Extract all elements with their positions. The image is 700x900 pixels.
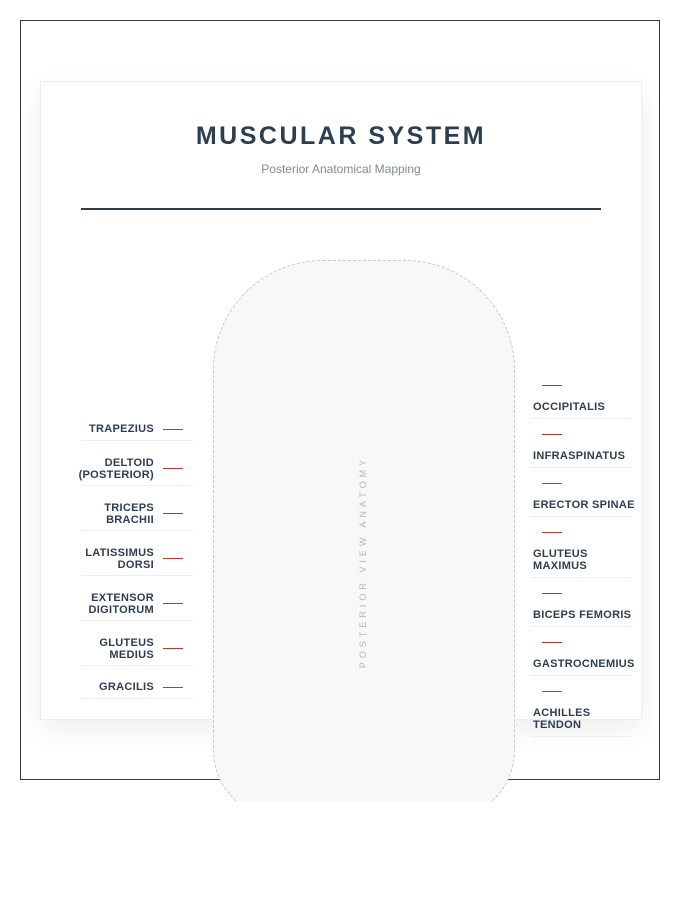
label-trapezius — [81, 418, 193, 441]
label-gastrocnemius — [531, 642, 635, 676]
label-erector-spinae — [531, 483, 635, 517]
leader-line — [163, 558, 183, 559]
page-title: MUSCULAR SYSTEM — [195, 122, 487, 150]
label-text: BICEPS FEMORIS — [533, 609, 632, 621]
label-text: EXTENSOR DIGITORUM — [88, 591, 154, 616]
leader-line — [542, 642, 562, 643]
header-divider — [81, 208, 601, 210]
label-text: ACHILLES TENDON — [533, 707, 591, 731]
page-subtitle: Posterior Anatomical Mapping — [261, 162, 421, 176]
label-text: GLUTEUS MEDIUS — [99, 636, 154, 661]
figure-label: POSTERIOR VIEW ANATOMY — [358, 455, 368, 669]
leader-line — [542, 532, 562, 533]
label-text: LATISSIMUS DORSI — [85, 546, 154, 571]
label-text: GASTROCNEMIUS — [533, 658, 635, 670]
leader-line — [542, 593, 562, 594]
label-text: ERECTOR SPINAE — [533, 499, 635, 511]
label-triceps-brachii — [81, 497, 193, 531]
leader-line — [163, 468, 183, 469]
label-occipitalis — [531, 385, 631, 419]
label-text: TRICEPS BRACHII — [104, 501, 154, 526]
leader-line — [542, 385, 562, 386]
leader-line — [542, 434, 562, 435]
label-text: INFRASPINATUS — [533, 450, 626, 462]
label-extensor-digitorum — [81, 587, 193, 621]
label-gluteus-medius — [81, 632, 193, 666]
label-text: OCCIPITALIS — [533, 401, 606, 413]
label-text: GRACILIS — [99, 681, 154, 693]
leader-line — [163, 603, 183, 604]
label-text: DELTOID (POSTERIOR) — [78, 456, 154, 481]
label-text: TRAPEZIUS — [88, 423, 154, 435]
label-gracilis — [81, 676, 193, 699]
label-deltoid-posterior — [78, 452, 193, 486]
leader-line — [163, 687, 183, 688]
label-biceps-femoris — [531, 593, 631, 627]
leader-line — [542, 691, 562, 692]
label-achilles-tendon — [531, 691, 631, 737]
leader-line — [542, 483, 562, 484]
leader-line — [163, 429, 183, 430]
label-text: GLUTEUS MAXIMUS — [533, 548, 588, 572]
leader-line — [163, 513, 183, 514]
label-infraspinatus — [531, 434, 631, 468]
label-gluteus-maximus — [531, 532, 631, 578]
leader-line — [163, 648, 183, 649]
page-background-bottom — [0, 802, 700, 900]
label-latissimus-dorsi — [81, 542, 193, 576]
